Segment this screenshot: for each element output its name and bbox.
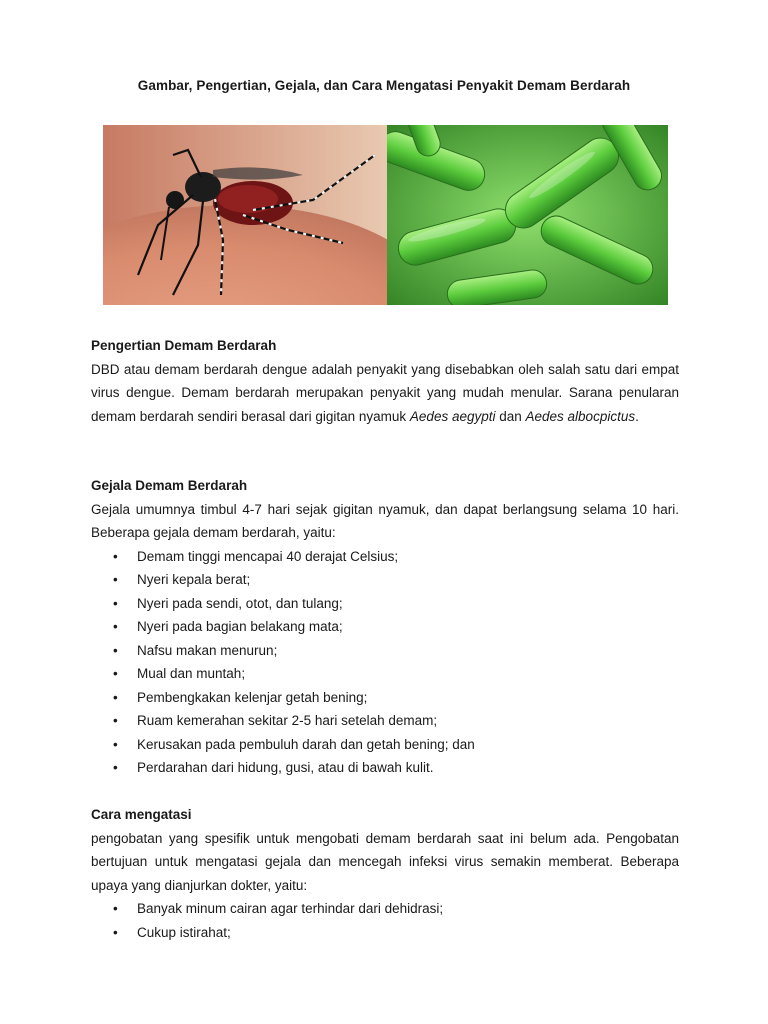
list-item: • Nyeri pada sendi, otot, dan tulang; [91,592,679,616]
section-definition [91,334,679,428]
treatment-list [91,897,679,944]
list-item: • Kerusakan pada pembuluh darah dan getah bening; dan [91,733,679,757]
definition-end: . [635,408,639,424]
treatment-intro: pengobatan yang spesifik untuk mengobati demam berdarah saat ini belum ada. Pengobatan bertujuan untuk mengatasi gejala dan mencegah infeksi virus semakin memberat. Beberapa upaya yang dianjurkan dokter, yaitu: [91,830,679,893]
symptoms-heading: Gejala Demam Berdarah [91,478,248,493]
species-aegypti: Aedes aegypti [409,408,496,424]
list-item: • Banyak minum cairan agar terhindar dari dehidrasi; [91,897,679,921]
header-figure [103,125,668,305]
symptoms-list [91,545,679,780]
list-item: • Ruam kemerahan sekitar 2-5 hari setelah demam; [91,709,679,733]
list-item: • Nyeri pada bagian belakang mata; [91,615,679,639]
symptoms-intro: Gejala umumnya timbul 4-7 hari sejak gigitan nyamuk, dan dapat berlangsung selama 10 hari. Beberapa gejala demam berdarah, yaitu: [91,501,679,540]
list-item: • Perdarahan dari hidung, gusi, atau di bawah kulit. [91,756,679,780]
treatment-heading: Cara mengatasi [91,807,192,822]
list-item: • Demam tinggi mencapai 40 derajat Celsius; [91,545,679,569]
page-title: Gambar, Pengertian, Gejala, dan Cara Mengatasi Penyakit Demam Berdarah [137,78,631,93]
species-albopictus: Aedes albocpictus [525,408,636,424]
section-symptoms [91,474,679,780]
bacteria-image [387,125,668,305]
list-item: • Mual dan muntah; [91,662,679,686]
list-item: • Nyeri kepala berat; [91,568,679,592]
list-item: • Cukup istirahat; [91,921,679,945]
section-treatment [91,803,679,944]
list-item: • Nafsu makan menurun; [91,639,679,663]
definition-text: DBD atau demam berdarah dengue adalah penyakit yang disebabkan oleh salah satu dari empat virus dengue. Demam berdarah merupakan penyakit yang mudah menular. Sarana penularan demam berdarah sendiri berasal dari gigitan nyamuk [91,361,679,424]
definition-heading: Pengertian Demam Berdarah [91,338,277,353]
definition-conjunction: dan [495,408,526,424]
definition-paragraph [91,358,679,429]
mosquito-image [103,125,387,305]
list-item: • Pembengkakan kelenjar getah bening; [91,686,679,710]
